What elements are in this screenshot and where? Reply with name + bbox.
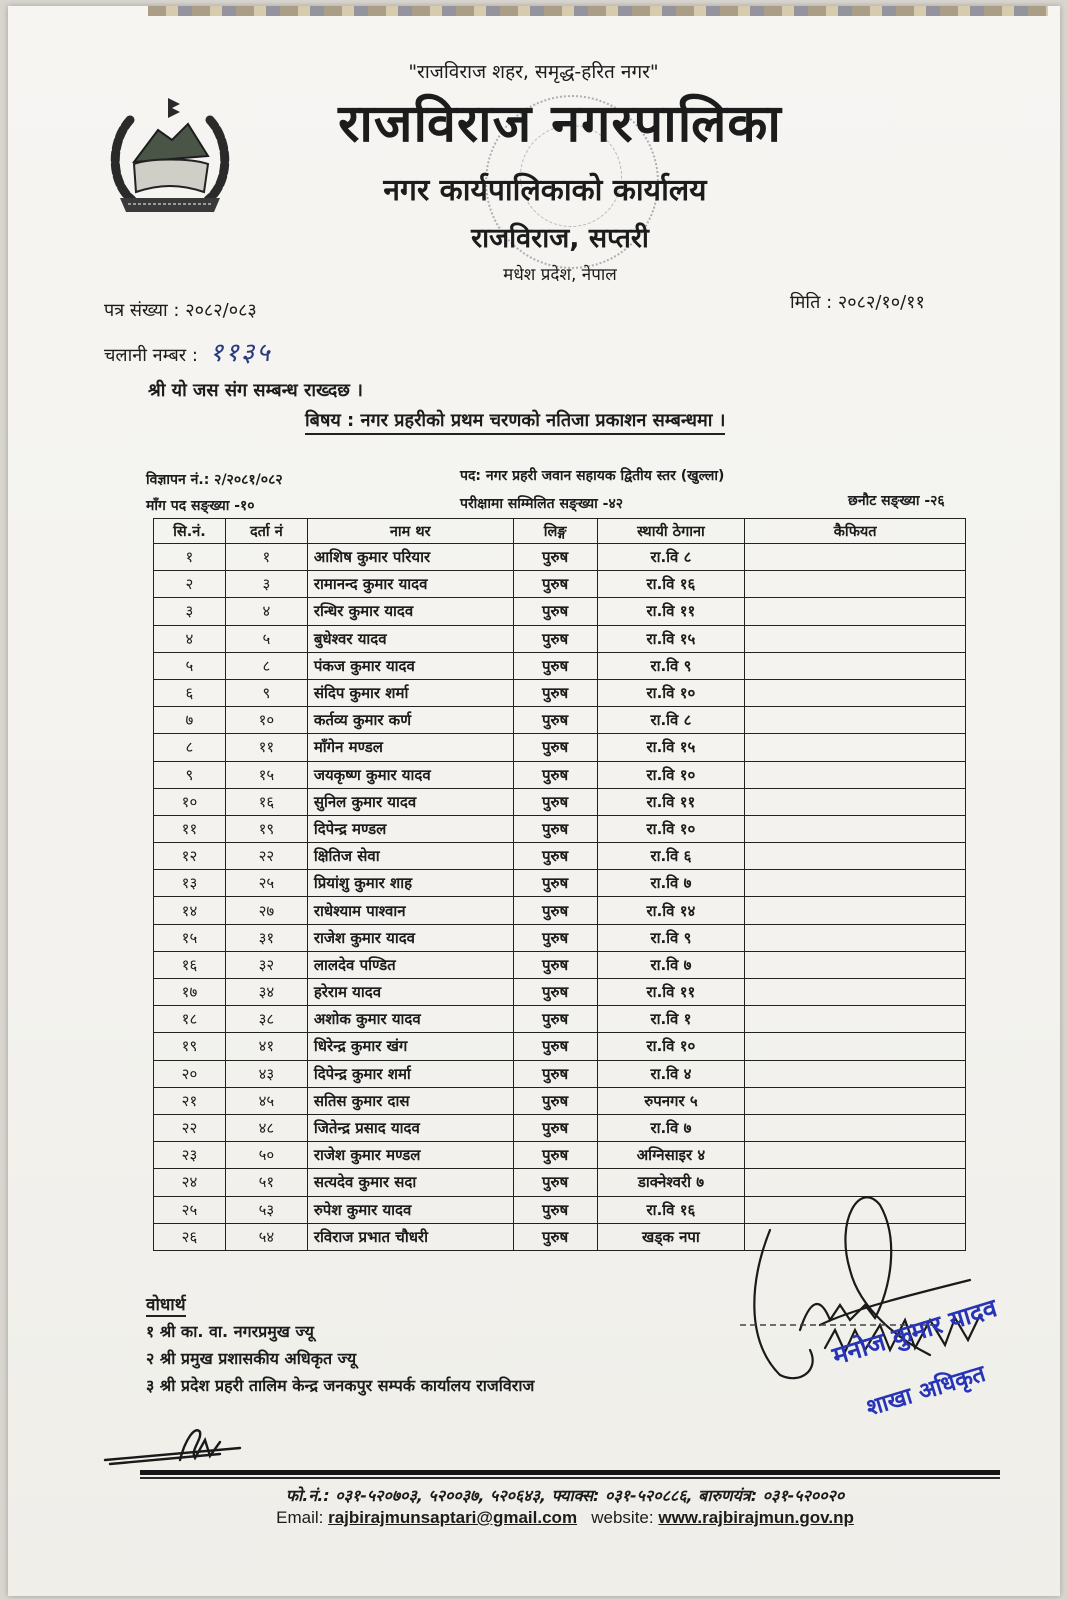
- gender-cell: पुरुष: [513, 788, 597, 815]
- serial-cell: १: [154, 544, 226, 571]
- remarks-cell: [745, 1033, 966, 1060]
- name-cell: राजेश कुमार मण्डल: [307, 1142, 513, 1169]
- address-cell: रा.वि १०: [597, 1033, 745, 1060]
- table-row: [154, 544, 966, 571]
- serial-cell: २६: [154, 1223, 226, 1250]
- gender-cell: पुरुष: [513, 1142, 597, 1169]
- selected-count: छनौट सङ्ख्या -२६: [848, 493, 945, 509]
- address-cell: रा.वि ११: [597, 979, 745, 1006]
- table-row: [154, 924, 966, 951]
- remarks-cell: [745, 679, 966, 706]
- registration-cell: ५३: [225, 1196, 307, 1223]
- table-row: [154, 598, 966, 625]
- serial-cell: २२: [154, 1114, 226, 1141]
- address-cell: रा.वि १६: [597, 571, 745, 598]
- registration-cell: १९: [225, 815, 307, 842]
- registration-cell: ५: [225, 625, 307, 652]
- remarks-cell: [745, 1114, 966, 1141]
- gender-cell: पुरुष: [513, 544, 597, 571]
- initials-signature: [100, 1420, 250, 1470]
- remarks-cell: [745, 924, 966, 951]
- letter-number-label: पत्र संख्या :: [104, 300, 180, 321]
- registration-cell: ३४: [225, 979, 307, 1006]
- serial-cell: ५: [154, 652, 226, 679]
- registration-cell: ४३: [225, 1060, 307, 1087]
- header-gender: लिङ्ग: [513, 519, 597, 544]
- email-label: Email:: [276, 1508, 324, 1527]
- table-row: [154, 625, 966, 652]
- gender-cell: पुरुष: [513, 734, 597, 761]
- header-serial: सि.नं.: [154, 519, 226, 544]
- gender-cell: पुरुष: [513, 924, 597, 951]
- remarks-cell: [745, 544, 966, 571]
- name-cell: बुधेश्वर यादव: [307, 625, 513, 652]
- name-cell: रामानन्द कुमार यादव: [307, 571, 513, 598]
- gender-cell: पुरुष: [513, 843, 597, 870]
- address-cell: रा.वि ८: [597, 544, 745, 571]
- remarks-cell: [745, 815, 966, 842]
- name-cell: हरेराम यादव: [307, 979, 513, 1006]
- footer-rule-thin: [140, 1477, 1000, 1479]
- remarks-cell: [745, 1142, 966, 1169]
- name-cell: अशोक कुमार यादव: [307, 1006, 513, 1033]
- address-cell: रा.वि ८: [597, 707, 745, 734]
- table-row: [154, 870, 966, 897]
- name-cell: लालदेव पण्डित: [307, 951, 513, 978]
- gender-cell: पुरुष: [513, 707, 597, 734]
- website-label: website:: [591, 1508, 654, 1527]
- remarks-cell: [745, 951, 966, 978]
- letter-number-value: २०८२/०८३: [185, 300, 257, 321]
- name-cell: सत्यदेव कुमार सदा: [307, 1169, 513, 1196]
- gender-cell: पुरुष: [513, 1087, 597, 1114]
- name-cell: रविराज प्रभात चौधरी: [307, 1223, 513, 1250]
- address-cell: रा.वि १५: [597, 625, 745, 652]
- gender-cell: पुरुष: [513, 897, 597, 924]
- table-row: [154, 843, 966, 870]
- remarks-cell: [745, 1060, 966, 1087]
- gender-cell: पुरुष: [513, 979, 597, 1006]
- website-link[interactable]: www.rajbirajmun.gov.np: [658, 1508, 854, 1527]
- advertisement-number: विज्ञापन नं.: २/२०८१/०८२: [146, 472, 283, 488]
- remarks-cell: [745, 652, 966, 679]
- post-title: पद: नगर प्रहरी जवान सहायक द्वितीय स्तर (खुल्ला): [460, 468, 725, 484]
- serial-cell: ७: [154, 707, 226, 734]
- serial-cell: ४: [154, 625, 226, 652]
- remarks-cell: [745, 625, 966, 652]
- letter-date-label: मिति :: [790, 292, 833, 313]
- gender-cell: पुरुष: [513, 1114, 597, 1141]
- gender-cell: पुरुष: [513, 870, 597, 897]
- address-cell: रा.वि ७: [597, 1114, 745, 1141]
- gender-cell: पुरुष: [513, 1060, 597, 1087]
- name-cell: दिपेन्द्र मण्डल: [307, 815, 513, 842]
- results-table: [153, 518, 966, 1251]
- gender-cell: पुरुष: [513, 1033, 597, 1060]
- table-row: [154, 652, 966, 679]
- remarks-cell: [745, 571, 966, 598]
- name-cell: जयकृष्ण कुमार यादव: [307, 761, 513, 788]
- remarks-cell: [745, 843, 966, 870]
- remarks-cell: [745, 761, 966, 788]
- dispatch-number: [104, 333, 272, 369]
- table-row: [154, 897, 966, 924]
- header-remarks: कैफियत: [745, 519, 966, 544]
- letter-date-value: २०८२/१०/११: [837, 292, 925, 313]
- remarks-cell: [745, 979, 966, 1006]
- address-cell: रा.वि ६: [597, 843, 745, 870]
- name-cell: दिपेन्द्र कुमार शर्मा: [307, 1060, 513, 1087]
- header-registration: दर्ता नं: [225, 519, 307, 544]
- registration-cell: ५४: [225, 1223, 307, 1250]
- remarks-cell: [745, 897, 966, 924]
- table-row: [154, 788, 966, 815]
- gender-cell: पुरुष: [513, 652, 597, 679]
- cc-item: ३ श्री प्रदेश प्रहरी तालिम केन्द्र जनकपुर सम्पर्क कार्यालय राजविराज: [146, 1376, 535, 1395]
- table-row: [154, 1060, 966, 1087]
- gender-cell: पुरुष: [513, 761, 597, 788]
- name-cell: रुपेश कुमार यादव: [307, 1196, 513, 1223]
- signatory-stamp-name: मनोज कुमार यादव: [828, 1293, 1001, 1371]
- serial-cell: ९: [154, 761, 226, 788]
- table-row: [154, 1114, 966, 1141]
- name-cell: सुनिल कुमार यादव: [307, 788, 513, 815]
- serial-cell: २१: [154, 1087, 226, 1114]
- name-cell: धिरेन्द्र कुमार खंग: [307, 1033, 513, 1060]
- name-cell: प्रियांशु कुमार शाह: [307, 870, 513, 897]
- gender-cell: पुरुष: [513, 625, 597, 652]
- gender-cell: पुरुष: [513, 815, 597, 842]
- name-cell: आशिष कुमार परियार: [307, 544, 513, 571]
- serial-cell: १६: [154, 951, 226, 978]
- serial-cell: १४: [154, 897, 226, 924]
- table-row: [154, 1142, 966, 1169]
- name-cell: रन्धिर कुमार यादव: [307, 598, 513, 625]
- serial-cell: २: [154, 571, 226, 598]
- serial-cell: १३: [154, 870, 226, 897]
- address-cell: रा.वि ११: [597, 598, 745, 625]
- letterhead-place: राजविराज, सप्तरी: [471, 223, 649, 254]
- addressee: श्री यो जस संग सम्बन्ध राख्दछ ।: [148, 380, 363, 401]
- remarks-cell: [745, 870, 966, 897]
- serial-cell: १०: [154, 788, 226, 815]
- remarks-cell: [745, 598, 966, 625]
- serial-cell: ११: [154, 815, 226, 842]
- registration-cell: २५: [225, 870, 307, 897]
- footer-web-contacts: [0, 1508, 1067, 1528]
- name-cell: कर्तव्य कुमार कर्ण: [307, 707, 513, 734]
- serial-cell: २०: [154, 1060, 226, 1087]
- registration-cell: ३१: [225, 924, 307, 951]
- serial-cell: १५: [154, 924, 226, 951]
- address-cell: रा.वि १५: [597, 734, 745, 761]
- subject-line: बिषय : नगर प्रहरीको प्रथम चरणको नतिजा प्रकाशन सम्बन्धमा ।: [305, 408, 725, 435]
- registration-cell: १६: [225, 788, 307, 815]
- serial-cell: ६: [154, 679, 226, 706]
- table-row: [154, 679, 966, 706]
- letterhead-province: मधेश प्रदेश, नेपाल: [503, 265, 617, 285]
- email-link[interactable]: rajbirajmunsaptari@gmail.com: [328, 1508, 578, 1527]
- registration-cell: ८: [225, 652, 307, 679]
- name-cell: सतिस कुमार दास: [307, 1087, 513, 1114]
- address-cell: रा.वि १६: [597, 1196, 745, 1223]
- registration-cell: ४१: [225, 1033, 307, 1060]
- registration-cell: ३२: [225, 951, 307, 978]
- name-cell: राजेश कुमार यादव: [307, 924, 513, 951]
- demand-count: माँग पद सङ्ख्या -१०: [146, 498, 255, 514]
- table-row: [154, 815, 966, 842]
- address-cell: डाक्नेश्वरी ७: [597, 1169, 745, 1196]
- address-cell: रा.वि ११: [597, 788, 745, 815]
- table-row: [154, 734, 966, 761]
- table-row: [154, 951, 966, 978]
- cc-item: १ श्री का. वा. नगरप्रमुख ज्यू: [146, 1322, 314, 1341]
- registration-cell: १: [225, 544, 307, 571]
- gender-cell: पुरुष: [513, 1006, 597, 1033]
- letterhead-title: राजविराज नगरपालिका: [338, 94, 782, 154]
- table-row: [154, 707, 966, 734]
- cc-item: २ श्री प्रमुख प्रशासकीय अधिकृत ज्यू: [146, 1349, 357, 1368]
- letter-number: [104, 298, 257, 322]
- address-cell: रा.वि १०: [597, 679, 745, 706]
- name-cell: संदिप कुमार शर्मा: [307, 679, 513, 706]
- serial-cell: १९: [154, 1033, 226, 1060]
- table-row: [154, 979, 966, 1006]
- gender-cell: पुरुष: [513, 1223, 597, 1250]
- scan-edge-strip: [148, 6, 1048, 16]
- table-row: [154, 571, 966, 598]
- remarks-cell: [745, 1006, 966, 1033]
- registration-cell: २७: [225, 897, 307, 924]
- gender-cell: पुरुष: [513, 598, 597, 625]
- registration-cell: ९: [225, 679, 307, 706]
- registration-cell: १०: [225, 707, 307, 734]
- name-cell: क्षितिज सेवा: [307, 843, 513, 870]
- address-cell: खड्क नपा: [597, 1223, 745, 1250]
- remarks-cell: [745, 1087, 966, 1114]
- name-cell: राधेश्याम पाश्वान: [307, 897, 513, 924]
- address-cell: रा.वि १०: [597, 815, 745, 842]
- serial-cell: २४: [154, 1169, 226, 1196]
- registration-cell: ५१: [225, 1169, 307, 1196]
- address-cell: रा.वि ९: [597, 924, 745, 951]
- remarks-cell: [745, 734, 966, 761]
- exam-participant-count: परीक्षामा सम्मिलित सङ्ख्या -४२: [460, 496, 624, 512]
- gender-cell: पुरुष: [513, 1196, 597, 1223]
- registration-cell: ११: [225, 734, 307, 761]
- serial-cell: २५: [154, 1196, 226, 1223]
- registration-cell: ४५: [225, 1087, 307, 1114]
- table-row: [154, 1033, 966, 1060]
- name-cell: माँगेन मण्डल: [307, 734, 513, 761]
- dispatch-number-label: चलानी नम्बर :: [104, 345, 198, 366]
- gender-cell: पुरुष: [513, 1169, 597, 1196]
- header-address: स्थायी ठेगाना: [597, 519, 745, 544]
- footer-rule-thick: [140, 1470, 1000, 1475]
- letterhead-motto: "राजविराज शहर, समृद्ध-हरित नगर": [408, 61, 659, 83]
- header-name: नाम थर: [307, 519, 513, 544]
- table-header-row: [154, 519, 966, 544]
- cc-title: वोधार्थ: [146, 1292, 186, 1317]
- remarks-cell: [745, 788, 966, 815]
- address-cell: रा.वि ९: [597, 652, 745, 679]
- address-cell: रा.वि ४: [597, 1060, 745, 1087]
- letter-date: [790, 290, 925, 314]
- name-cell: जितेन्द्र प्रसाद यादव: [307, 1114, 513, 1141]
- address-cell: रा.वि ७: [597, 870, 745, 897]
- dispatch-number-value: ११३५: [209, 338, 272, 368]
- address-cell: रुपनगर ५: [597, 1087, 745, 1114]
- serial-cell: ३: [154, 598, 226, 625]
- gender-cell: पुरुष: [513, 679, 597, 706]
- letterhead-subtitle: नगर कार्यपालिकाको कार्यालय: [383, 173, 707, 208]
- gender-cell: पुरुष: [513, 571, 597, 598]
- name-cell: पंकज कुमार यादव: [307, 652, 513, 679]
- serial-cell: १८: [154, 1006, 226, 1033]
- table-row: [154, 761, 966, 788]
- registration-cell: ४: [225, 598, 307, 625]
- address-cell: रा.वि १०: [597, 761, 745, 788]
- table-row: [154, 1006, 966, 1033]
- serial-cell: १७: [154, 979, 226, 1006]
- registration-cell: २२: [225, 843, 307, 870]
- serial-cell: २३: [154, 1142, 226, 1169]
- serial-cell: १२: [154, 843, 226, 870]
- footer-contact-numbers: फो.नं.: ०३१-५२०७०३, ५२००३७, ५२०६४३, फ्याक्स: ०३१-५२०८८६, बारुणयंत्र: ०३१-५२००२०: [285, 1486, 845, 1505]
- registration-cell: ५०: [225, 1142, 307, 1169]
- signatory-stamp-title: शाखा अधिकृत: [863, 1360, 989, 1422]
- registration-cell: १५: [225, 761, 307, 788]
- address-cell: रा.वि १: [597, 1006, 745, 1033]
- registration-cell: ४८: [225, 1114, 307, 1141]
- serial-cell: ८: [154, 734, 226, 761]
- remarks-cell: [745, 707, 966, 734]
- table-row: [154, 1087, 966, 1114]
- address-cell: रा.वि १४: [597, 897, 745, 924]
- registration-cell: ३८: [225, 1006, 307, 1033]
- address-cell: रा.वि ७: [597, 951, 745, 978]
- gender-cell: पुरुष: [513, 951, 597, 978]
- address-cell: अग्निसाइर ४: [597, 1142, 745, 1169]
- registration-cell: ३: [225, 571, 307, 598]
